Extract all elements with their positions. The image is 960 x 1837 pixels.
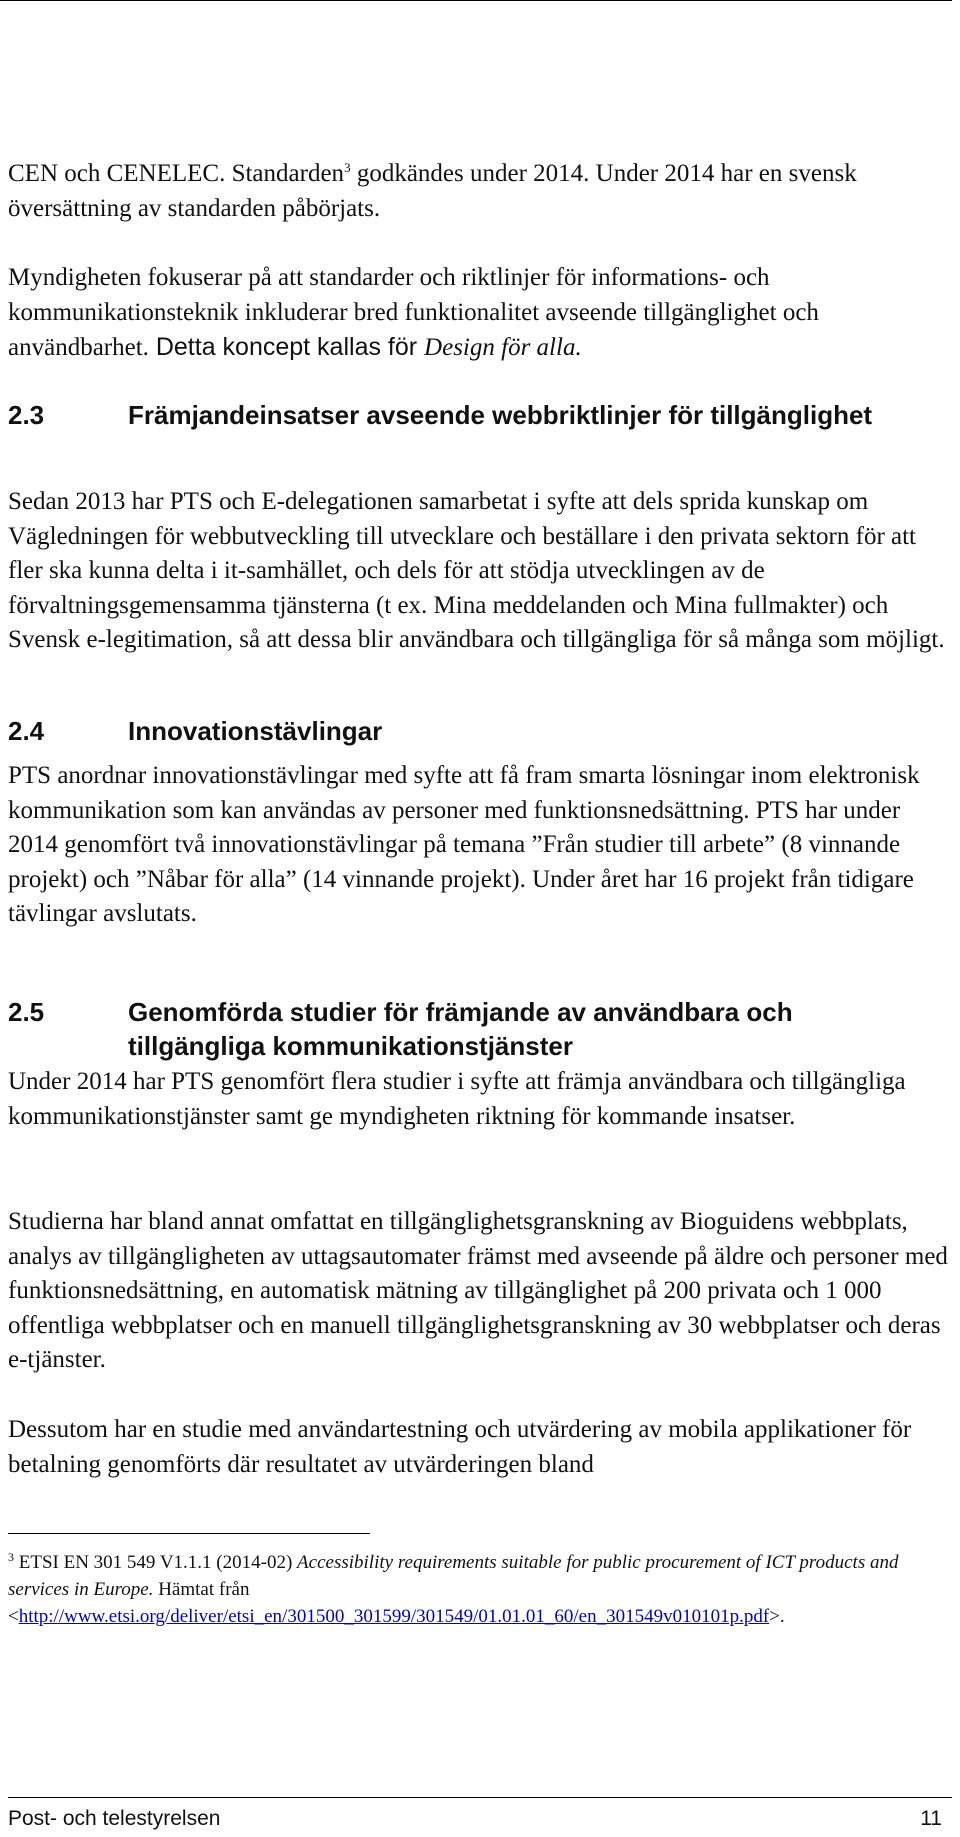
top-rule bbox=[0, 0, 952, 1]
heading-number: 2.3 bbox=[8, 400, 45, 430]
heading-2-5 bbox=[8, 995, 938, 1065]
footer-publisher: Post- och telestyrelsen bbox=[8, 1807, 221, 1830]
paragraph-design-for-all bbox=[8, 261, 948, 366]
page-number: 11 bbox=[920, 1807, 942, 1830]
footnote-link[interactable]: http://www.etsi.org/deliver/etsi_en/301500_301599/301549/01.01.01_60/en_301549v010101p.pdf bbox=[18, 1606, 770, 1627]
footnote bbox=[8, 1549, 943, 1630]
heading-number: 2.5 bbox=[8, 997, 45, 1027]
heading-title: Innovationstävlingar bbox=[128, 716, 383, 746]
paragraph-text: CEN och CENELEC. Standarden bbox=[8, 160, 345, 187]
footnote-text: Hämtat från bbox=[153, 1579, 250, 1600]
paragraph-standard bbox=[8, 157, 948, 226]
heading-2-4 bbox=[8, 714, 938, 748]
paragraph-2-5-intro: Under 2014 har PTS genomfört flera studier i syfte att främja användbara och tillgängliga kommunikationstjänster samt ge myndigheten riktning för kommande insatser. bbox=[8, 1068, 906, 1130]
paragraph-text: Detta koncept kallas för bbox=[148, 333, 425, 361]
footer-rule bbox=[8, 1797, 952, 1798]
footnote-title: Accessibility requirements suitable for public procurement of ICT products and services in Europe. bbox=[8, 1552, 899, 1600]
paragraph-2-3-body: Sedan 2013 har PTS och E-delegationen samarbetat i syfte att dels sprida kunskap om Vägledningen för webbutveckling till utvecklare och beställare i den privata sektorn för att fler ska kunna delta i it-samhället, och dels för att stödja utvecklingen av de förvaltningsgemensamma tjänsterna (t ex. Mina meddelanden och Mina fullmakter) och Svensk e-legitimation, så att dessa blir användbara och tillgängliga för så många som möjligt. bbox=[8, 488, 945, 653]
footnote-reference[interactable]: 3 bbox=[344, 160, 351, 175]
italic-term: Design för alla. bbox=[424, 334, 582, 361]
footnote-text: ETSI EN 301 549 V1.1.1 (2014-02) bbox=[14, 1552, 298, 1573]
footnote-bracket: >. bbox=[769, 1606, 785, 1627]
heading-number: 2.4 bbox=[8, 716, 45, 746]
footnote-marker: 3 bbox=[8, 1550, 14, 1564]
paragraph-text: godkändes under 2014. Under 2014 har en svensk översättning av standarden påbörjats. bbox=[8, 160, 857, 222]
heading-title: Genomförda studier för främjande av användbara och tillgängliga kommunikationstjänster bbox=[128, 997, 793, 1061]
heading-title: Främjandeinsatser avseende webbriktlinjer för tillgänglighet bbox=[128, 400, 873, 430]
footnote-bracket: < bbox=[8, 1606, 19, 1627]
footnote-separator bbox=[8, 1533, 370, 1534]
paragraph-2-5-mobile: Dessutom har en studie med användartestning och utvärdering av mobila applikationer för betalning genomförts där resultatet av utvärderingen bland bbox=[8, 1416, 912, 1478]
paragraph-2-4-body: PTS anordnar innovationstävlingar med syfte att få fram smarta lösningar inom elektronisk kommunikation som kan användas av personer med funktionsnedsättning. PTS har under 2014 genomfört två innovationstävlingar på temana ”Från studier till arbete” (8 vinnande projekt) och ”Nåbar för alla” (14 vinnande projekt). Under året har 16 projekt från tidigare tävlingar avslutats. bbox=[8, 762, 920, 927]
heading-2-3 bbox=[8, 398, 938, 468]
paragraph-text: Myndigheten fokuserar på att standarder och riktlinjer för informations- och kommunikationsteknik inkluderar bred funktionalitet avseende tillgänglighet och användbarhet. bbox=[8, 264, 819, 361]
paragraph-2-5-studies: Studierna har bland annat omfattat en tillgänglighetsgranskning av Bioguidens webbplats, analys av tillgängligheten av uttagsautomater främst med avseende på äldre och personer med funktionsnedsättning, en automatisk mätning av tillgänglighet på 200 privata och 1 000 offentliga webbplatser och en manuell tillgänglighetsgranskning av 30 webbplatser och deras e-tjänster. bbox=[8, 1208, 948, 1373]
